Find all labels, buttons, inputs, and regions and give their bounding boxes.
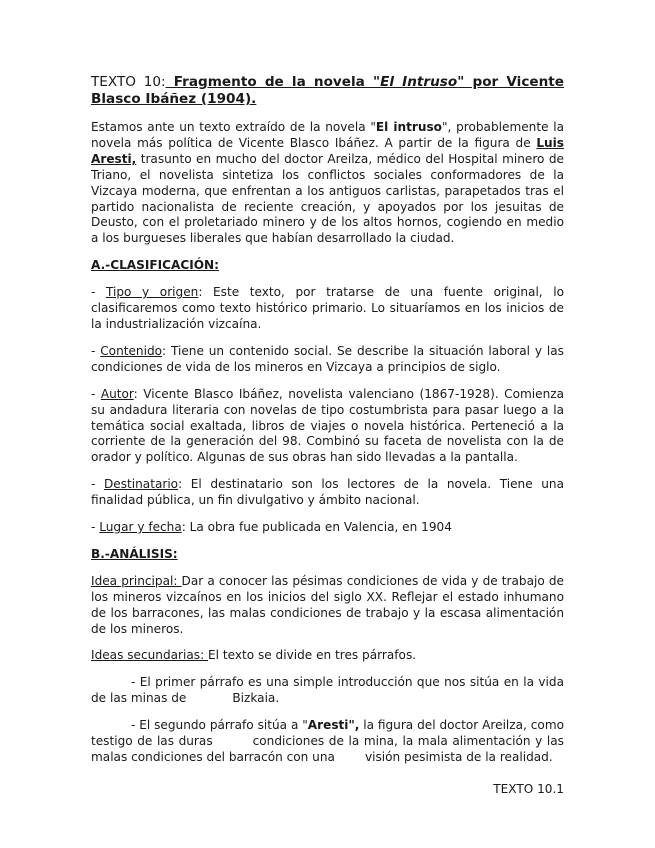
title-prefix: TEXTO 10: [91, 74, 166, 90]
intro-paragraph: Estamos ante un texto extraído de la novela "El intruso", probablemente la novela más política de Vicente Blasco Ibáñez. A partir de la figura de Luis Aresti, trasunto en mucho del doctor Areilza, médico del Hospital minero de Triano, el novelista sintetiza los conflictos sociales conformadores de la Vizcaya moderna, que enfrentan a los antiguos carlistas, parapetados tras el partido nacionalista de reciente creación, y apoyados por los jesuitas de Deusto, con el proletariado minero y de los altos hornos, cogiendo en medio a los burgueses liberales que habían desarrollado la ciudad. [91, 120, 564, 246]
classification-item: - Destinatario: El destinatario son los lectores de la novela. Tiene una finalidad pública, un fin divulgativo y ámbito nacional. [91, 477, 564, 508]
classification-item: - Contenido: Tiene un contenido social. Se describe la situación laboral y las condiciones de vida de los mineros en Vizcaya a principios de siglo. [91, 343, 564, 374]
first-paragraph-note: - El primer párrafo es una simple introducción que nos sitúa en la vida de las minas de Bizkaia. [91, 675, 564, 706]
classification-item: - Autor: Vicente Blasco Ibáñez, novelista valenciano (1867-1928). Comienza su andadura literaria con novelas de tipo costumbrista para pasar luego a la temática social exaltada, libros de viajes o novela histórica. Perteneció a la corriente de la generación del 98. Combinó su faceta de novelista con la de orador y político. Algunas de sus obras han sido llevadas a la pantalla. [91, 386, 564, 465]
document-title [91, 74, 564, 108]
second-paragraph-note: - El segundo párrafo sitúa a "Aresti", la figura del doctor Areilza, como testigo de las duras condiciones de la mina, la mala alimentación y las malas condiciones del barracón con una visión pesimista de la realidad. [91, 718, 565, 764]
classification-item: - Tipo y origen: Este texto, por tratarse de una fuente original, lo clasificaremos como texto histórico primario. Lo situaríamos en los inicios de la industrialización vizcaína. [91, 285, 565, 331]
main-idea-paragraph: Idea principal: Dar a conocer las pésimas condiciones de vida y de trabajo de los mineros vizcaínos en los inicios del siglo XX. Reflejar el estado inhumano de los barracones, las malas condiciones de trabajo y la escasa alimentación de los mineros. [91, 573, 564, 636]
section-b-heading: B.-ANÁLISIS: [91, 546, 178, 561]
document-page [91, 74, 564, 777]
title-novel-name: El Intruso [380, 74, 458, 90]
secondary-ideas-paragraph: Ideas secundarias: El texto se divide en tres párrafos. [91, 648, 417, 663]
classification-item: - Lugar y fecha: La obra fue publicada en Valencia, en 1904 [91, 520, 452, 535]
title-main: Fragmento de la novela "El Intruso" por Vicente Blasco Ibáñez (1904). [91, 74, 565, 107]
page-footer: TEXTO 10.1 [493, 782, 564, 796]
section-a-heading: A.-CLASIFICACIÓN: [91, 258, 219, 273]
